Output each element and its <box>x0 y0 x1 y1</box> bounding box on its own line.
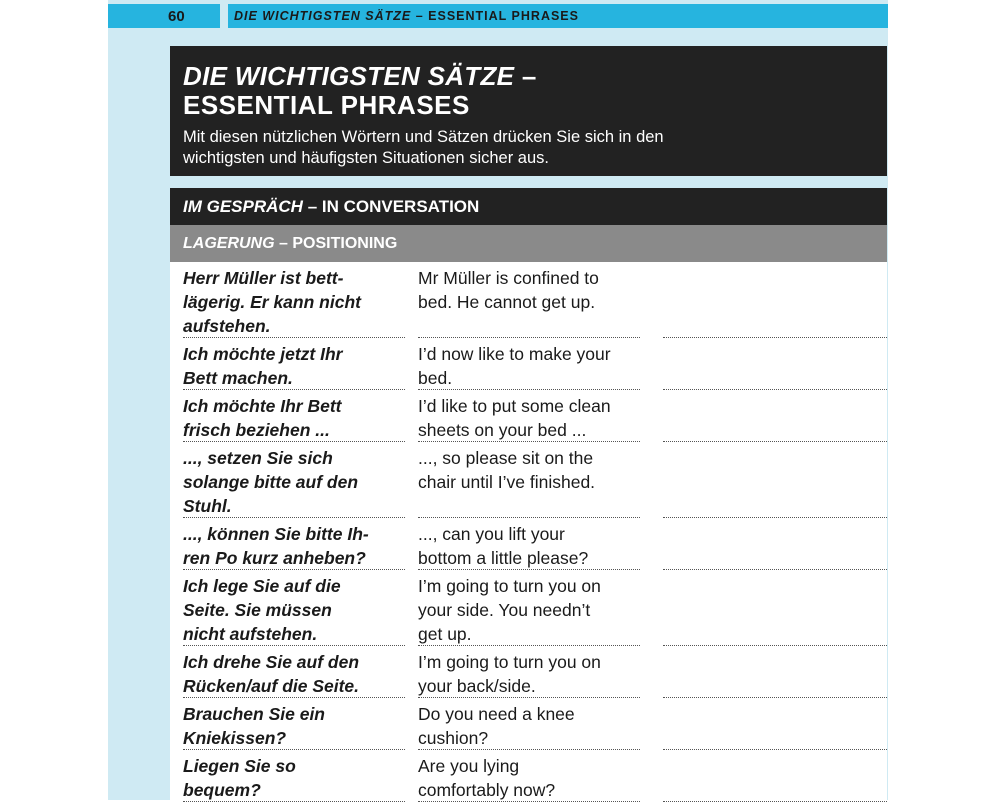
page-number: 60 <box>108 4 220 28</box>
running-title-sep: – <box>411 9 429 23</box>
note-field <box>663 698 887 750</box>
phrase-german-line: Ich möchte jetzt Ihr <box>183 344 343 364</box>
phrase-english <box>405 646 663 698</box>
phrase-german <box>170 698 405 750</box>
phrase-german-line: Liegen Sie so <box>183 756 296 776</box>
chapter-title-de-text: DIE WICHTIGSTEN SÄTZE <box>183 61 515 91</box>
phrase-german-line: Kniekissen? <box>183 728 287 748</box>
phrase-row <box>170 390 887 442</box>
subsection-heading-de: LAGERUNG <box>183 234 275 252</box>
note-field <box>663 570 887 646</box>
subsection-heading-en: POSITIONING <box>292 234 398 252</box>
note-field <box>663 442 887 518</box>
phrase-row <box>170 262 887 338</box>
phrase-table <box>170 262 887 800</box>
note-field <box>663 262 887 338</box>
phrase-english-line: Mr Müller is confined to <box>418 268 599 288</box>
running-header <box>108 4 888 28</box>
phrase-english-line: Do you need a knee <box>418 704 575 724</box>
phrase-german-line: frisch beziehen ... <box>183 420 330 440</box>
phrase-english <box>405 518 663 570</box>
phrase-german <box>170 646 405 698</box>
phrase-english <box>405 442 663 518</box>
phrase-german-line: ren Po kurz anheben? <box>183 548 366 568</box>
phrase-german-line: Ich drehe Sie auf den <box>183 652 360 672</box>
phrase-german-line: solange bitte auf den <box>183 472 359 492</box>
chapter-title-en: ESSENTIAL PHRASES <box>183 90 470 120</box>
phrase-row <box>170 750 887 802</box>
phrase-english-line: bed. <box>418 368 453 388</box>
running-title-en: ESSENTIAL PHRASES <box>428 9 579 23</box>
phrase-english-line: Are you lying <box>418 756 520 776</box>
chapter-intro <box>183 127 874 169</box>
phrase-german-line: ..., setzen Sie sich <box>183 448 333 468</box>
phrase-row <box>170 518 887 570</box>
phrase-german-line: bequem? <box>183 780 261 800</box>
phrase-english-line: I’m going to turn you on <box>418 576 601 596</box>
phrase-english <box>405 570 663 646</box>
phrase-german-line: lägerig. Er kann nicht <box>183 292 361 312</box>
phrase-english-line: I’m going to turn you on <box>418 652 601 672</box>
phrase-english-line: bed. He cannot get up. <box>418 292 596 312</box>
phrase-german-line: aufstehen. <box>183 316 271 336</box>
phrase-german-line: Brauchen Sie ein <box>183 704 325 724</box>
phrase-english-line: ..., can you lift your <box>418 524 565 544</box>
phrase-german <box>170 570 405 646</box>
phrase-english-line: cushion? <box>418 728 489 748</box>
note-field <box>663 338 887 390</box>
phrase-german <box>170 390 405 442</box>
section-heading-de: IM GESPRÄCH <box>183 196 303 216</box>
note-field <box>663 518 887 570</box>
phrase-german <box>170 750 405 802</box>
subsection-heading-sep: – <box>274 234 293 252</box>
chapter-intro-line-1: Mit diesen nützlichen Wörtern und Sätzen drücken Sie sich in den <box>183 128 664 146</box>
subsection-heading <box>170 225 887 262</box>
phrase-english-line: your side. You needn’t <box>418 600 591 620</box>
chapter-title-sep: – <box>514 61 537 91</box>
phrase-english-line: ..., so please sit on the <box>418 448 594 468</box>
note-field <box>663 390 887 442</box>
phrase-english <box>405 262 663 338</box>
phrase-german <box>170 262 405 338</box>
phrase-row <box>170 570 887 646</box>
phrase-english <box>405 750 663 802</box>
running-title <box>228 4 888 28</box>
phrase-german <box>170 518 405 570</box>
phrase-english-line: get up. <box>418 624 472 644</box>
phrase-row <box>170 338 887 390</box>
section-heading-en: IN CONVERSATION <box>321 196 480 216</box>
phrase-german-line: Rücken/auf die Seite. <box>183 676 360 696</box>
phrase-german-line: Bett machen. <box>183 368 293 388</box>
phrase-english-line: your back/side. <box>418 676 536 696</box>
phrase-english-line: comfortably now? <box>418 780 556 800</box>
phrase-row <box>170 442 887 518</box>
chapter-title-de <box>183 62 874 90</box>
phrase-german-line: nicht aufstehen. <box>183 624 318 644</box>
phrase-english-line: I’d like to put some clean <box>418 396 611 416</box>
chapter-intro-line-2: wichtigsten und häufigsten Situationen sicher aus. <box>183 149 549 167</box>
phrase-english <box>405 390 663 442</box>
phrase-german-line: Stuhl. <box>183 496 232 516</box>
phrase-english-line: I’d now like to make your <box>418 344 611 364</box>
note-field <box>663 750 887 802</box>
section-heading-sep: – <box>302 196 322 216</box>
phrase-german-line: Ich lege Sie auf die <box>183 576 341 596</box>
phrase-english-line: chair until I’ve finished. <box>418 472 596 492</box>
phrase-row <box>170 698 887 750</box>
phrase-english-line: sheets on your bed ... <box>418 420 587 440</box>
chapter-title-box <box>170 46 887 176</box>
phrase-german-line: Herr Müller ist bett- <box>183 268 344 288</box>
phrase-row <box>170 646 887 698</box>
phrase-german <box>170 442 405 518</box>
section-heading <box>170 188 887 225</box>
phrase-english <box>405 338 663 390</box>
phrase-german-line: Ich möchte Ihr Bett <box>183 396 342 416</box>
phrase-german-line: Seite. Sie müssen <box>183 600 332 620</box>
phrase-english-line: bottom a little please? <box>418 548 589 568</box>
phrase-german-line: ..., können Sie bitte Ih- <box>183 524 369 544</box>
note-field <box>663 646 887 698</box>
running-title-de: DIE WICHTIGSTEN SÄTZE <box>234 9 412 23</box>
phrase-english <box>405 698 663 750</box>
phrase-german <box>170 338 405 390</box>
